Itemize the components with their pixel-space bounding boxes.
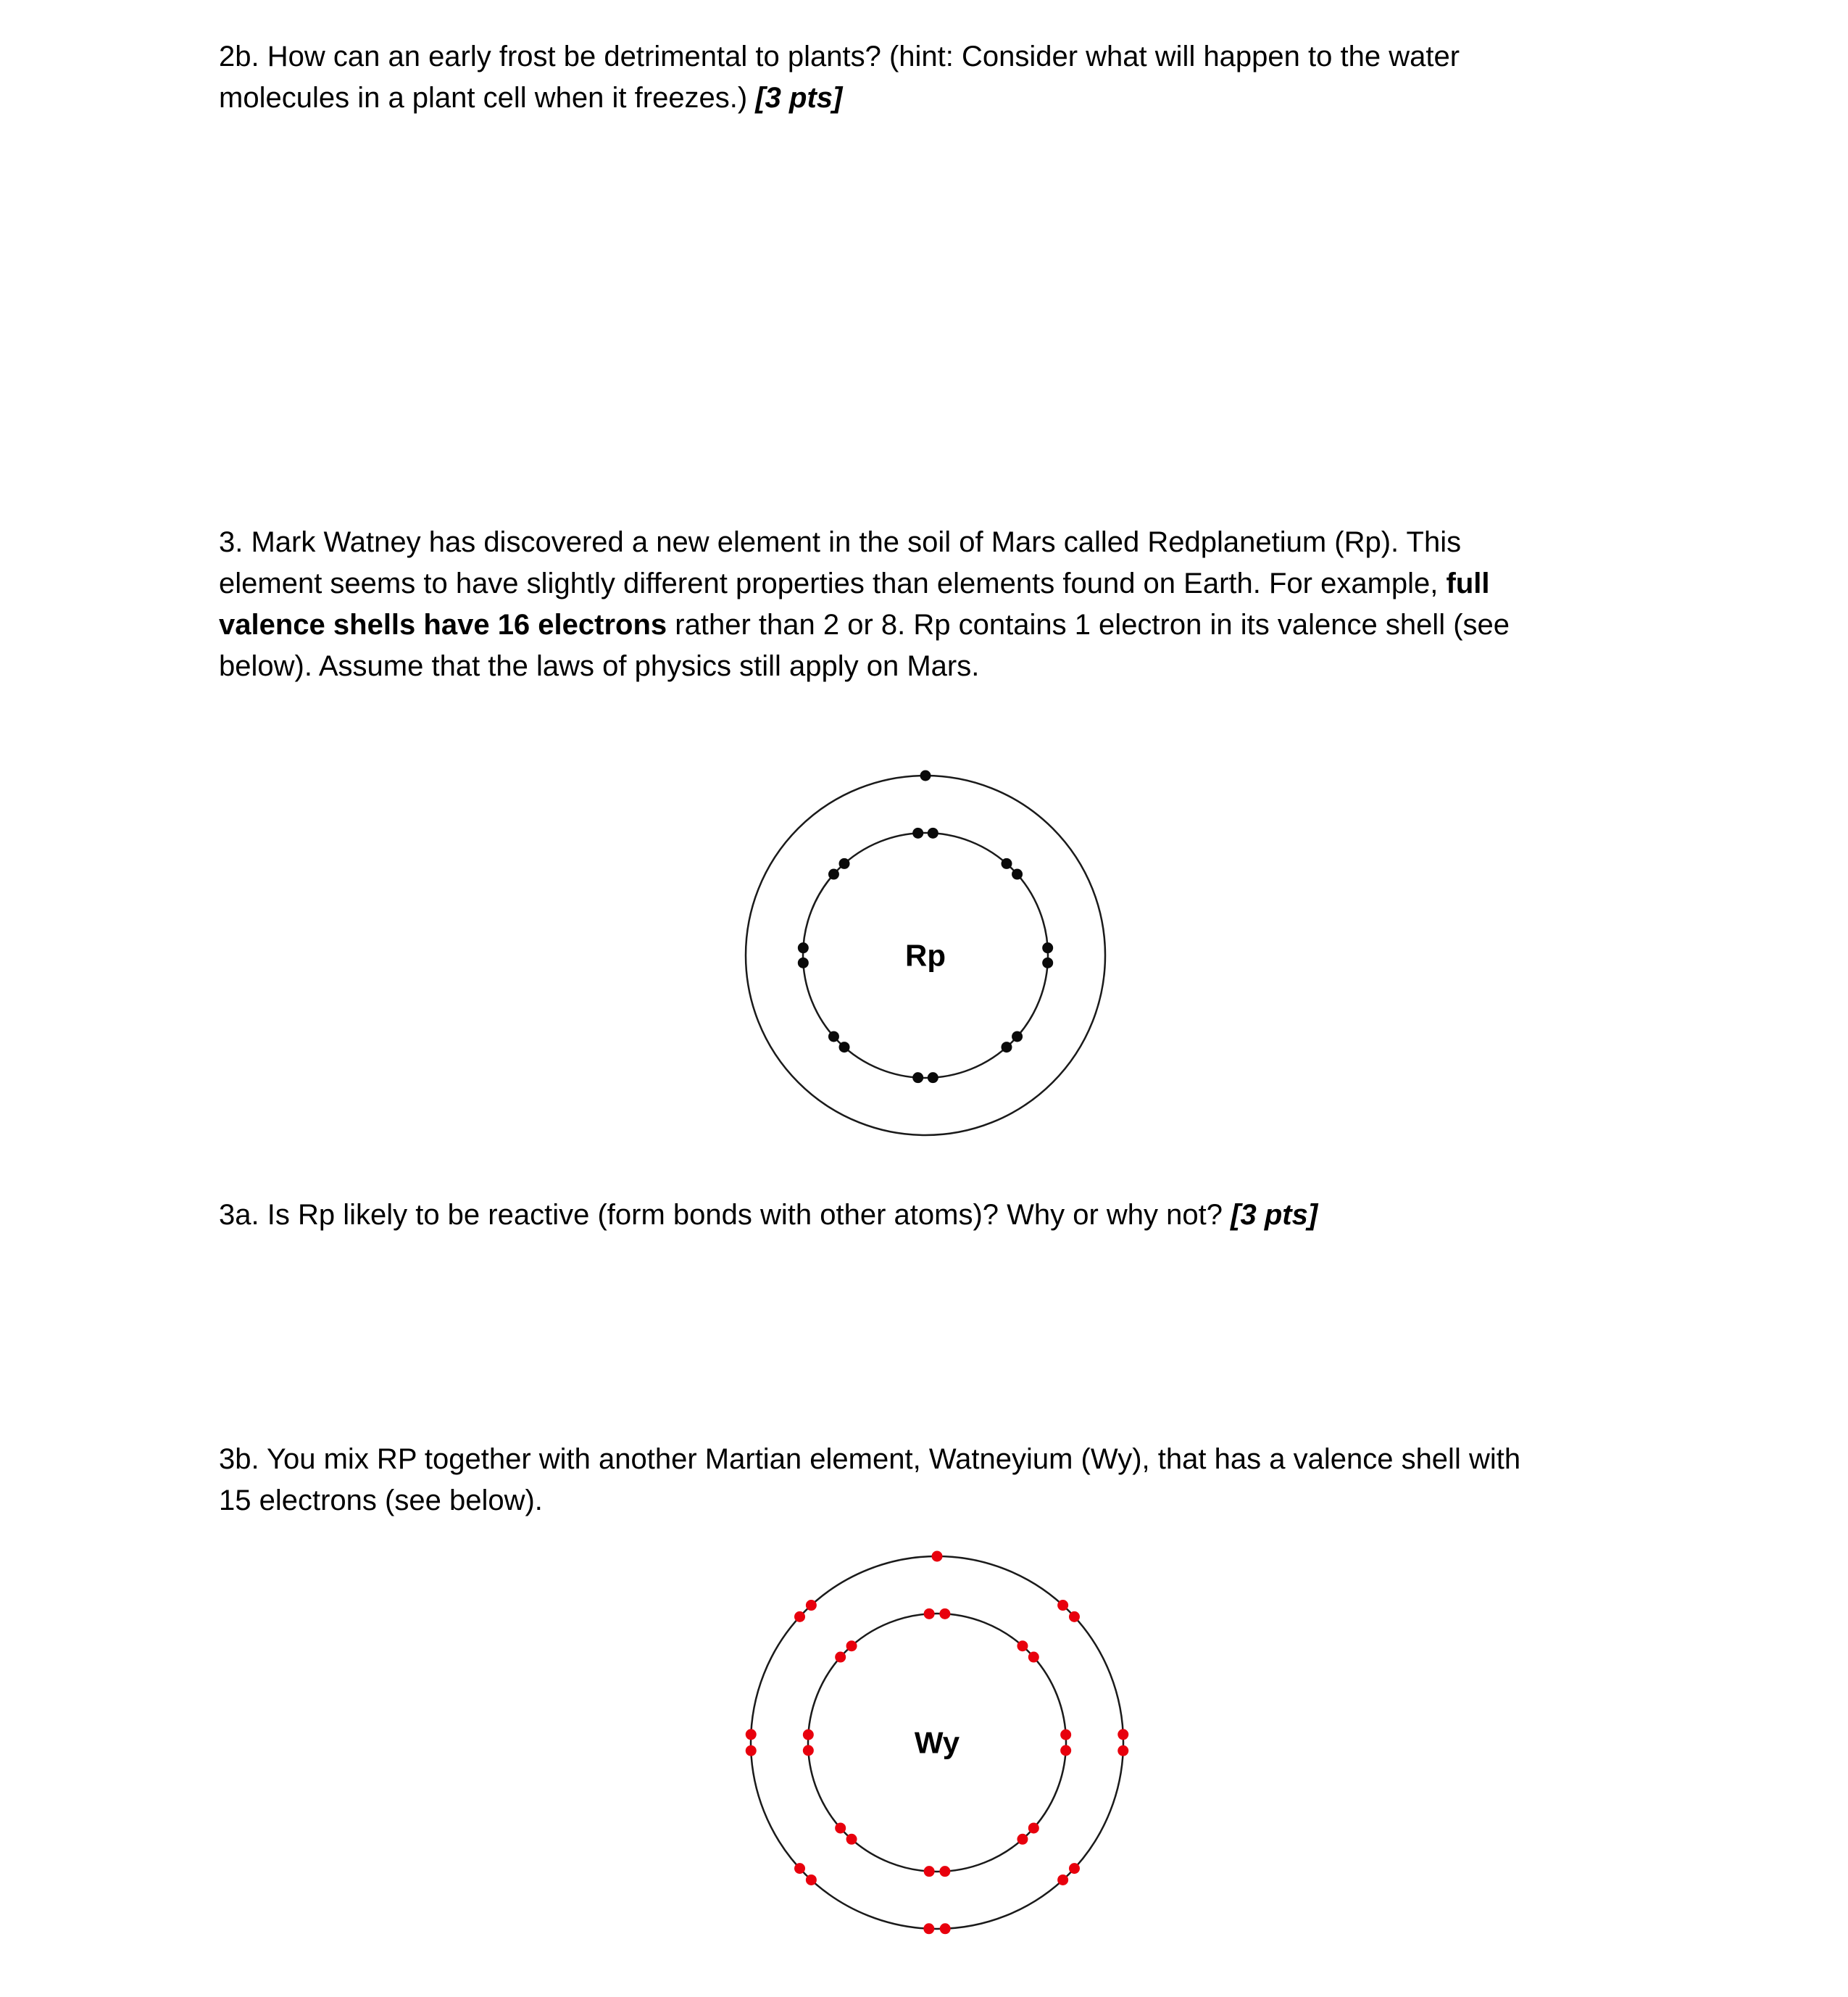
electron-dot (912, 1072, 923, 1083)
text-segment: 2b. How can an early frost be detrimental to plants? (hint: Consider what will happen to the water (219, 41, 1460, 72)
electron-dot (794, 1863, 805, 1874)
electron-dot (1042, 942, 1053, 953)
question-3a (219, 1195, 1741, 1236)
rp-atom-diagram (733, 763, 1117, 1151)
text-segment: molecules in a plant cell when it freezes.) (219, 82, 756, 114)
electron-dot (1001, 858, 1012, 869)
electron-dot (1060, 1745, 1071, 1756)
electron-dot (939, 1608, 950, 1619)
electron-dot (1117, 1745, 1128, 1756)
electron-dot (1012, 1031, 1023, 1042)
rp-atom-diagram-svg (733, 763, 1117, 1147)
bold-text-segment: full (1446, 568, 1490, 599)
electron-dot (1028, 1652, 1039, 1663)
text-segment: below). Assume that the laws of physics still apply on Mars. (219, 650, 980, 682)
electron-dot (920, 771, 931, 781)
electron-dot (1042, 958, 1053, 968)
electron-dot (932, 1551, 943, 1562)
electron-dot (924, 1866, 935, 1877)
electron-dot (839, 858, 850, 869)
electron-dot (846, 1834, 857, 1845)
text-segment: element seems to have slightly different properties than elements found on Earth. For example, (219, 568, 1447, 599)
wy-atom-diagram-svg (739, 1545, 1135, 1940)
text-line (219, 522, 1741, 563)
electron-dot (798, 958, 809, 968)
electron-dot (803, 1745, 814, 1756)
electron-dot (828, 869, 839, 880)
electron-dot (923, 1923, 934, 1934)
text-segment: 15 electrons (see below). (219, 1485, 543, 1516)
points-label: [3 pts] (755, 82, 843, 114)
electron-dot (940, 1923, 951, 1934)
electron-dot (828, 1031, 839, 1042)
electron-dot (1017, 1834, 1028, 1845)
text-segment: 3. Mark Watney has discovered a new element in the soil of Mars called Redplanetium (Rp). This (219, 526, 1462, 558)
electron-dot (1012, 869, 1023, 880)
electron-dot (1028, 1822, 1039, 1833)
electron-dot (912, 828, 923, 839)
electron-dot (746, 1745, 757, 1756)
electron-dot (1057, 1600, 1068, 1611)
electron-dot (806, 1874, 817, 1885)
element-symbol-label: Wy (914, 1725, 960, 1760)
electron-dot (803, 1730, 814, 1740)
electron-dot (1117, 1729, 1128, 1740)
electron-dot (924, 1608, 935, 1619)
text-line (219, 1480, 1741, 1521)
electron-dot (939, 1866, 950, 1877)
electron-dot (835, 1652, 846, 1663)
electron-dot (1069, 1611, 1080, 1622)
bold-text-segment: valence shells have 16 electrons (219, 609, 667, 641)
electron-dot (746, 1729, 757, 1740)
electron-dot (928, 1072, 938, 1083)
electron-dot (794, 1611, 805, 1622)
text-line (219, 646, 1741, 687)
electron-dot (839, 1042, 850, 1053)
electron-dot (835, 1822, 846, 1833)
text-line (219, 563, 1741, 605)
text-segment: rather than 2 or 8. Rp contains 1 electron in its valence shell (see (667, 609, 1510, 641)
electron-dot (806, 1600, 817, 1611)
electron-dot (1001, 1042, 1012, 1053)
text-line (219, 1195, 1741, 1236)
question-2b (219, 36, 1741, 119)
electron-dot (1060, 1730, 1071, 1740)
text-line (219, 78, 1741, 119)
question-3b (219, 1439, 1741, 1521)
electron-dot (846, 1640, 857, 1651)
points-label: [3 pts] (1231, 1199, 1318, 1231)
electron-dot (1017, 1640, 1028, 1651)
electron-dot (1057, 1874, 1068, 1885)
electron-dot (928, 828, 938, 839)
electron-dot (798, 942, 809, 953)
wy-atom-diagram (739, 1545, 1135, 1944)
text-segment: 3a. Is Rp likely to be reactive (form bonds with other atoms)? Why or why not? (219, 1199, 1231, 1231)
question-3 (219, 522, 1741, 687)
text-segment: 3b. You mix RP together with another Martian element, Watneyium (Wy), that has a valence shell with (219, 1443, 1521, 1475)
electron-dot (1069, 1863, 1080, 1874)
text-line (219, 605, 1741, 646)
text-line (219, 1439, 1741, 1480)
text-line (219, 36, 1741, 78)
element-symbol-label: Rp (905, 938, 946, 973)
